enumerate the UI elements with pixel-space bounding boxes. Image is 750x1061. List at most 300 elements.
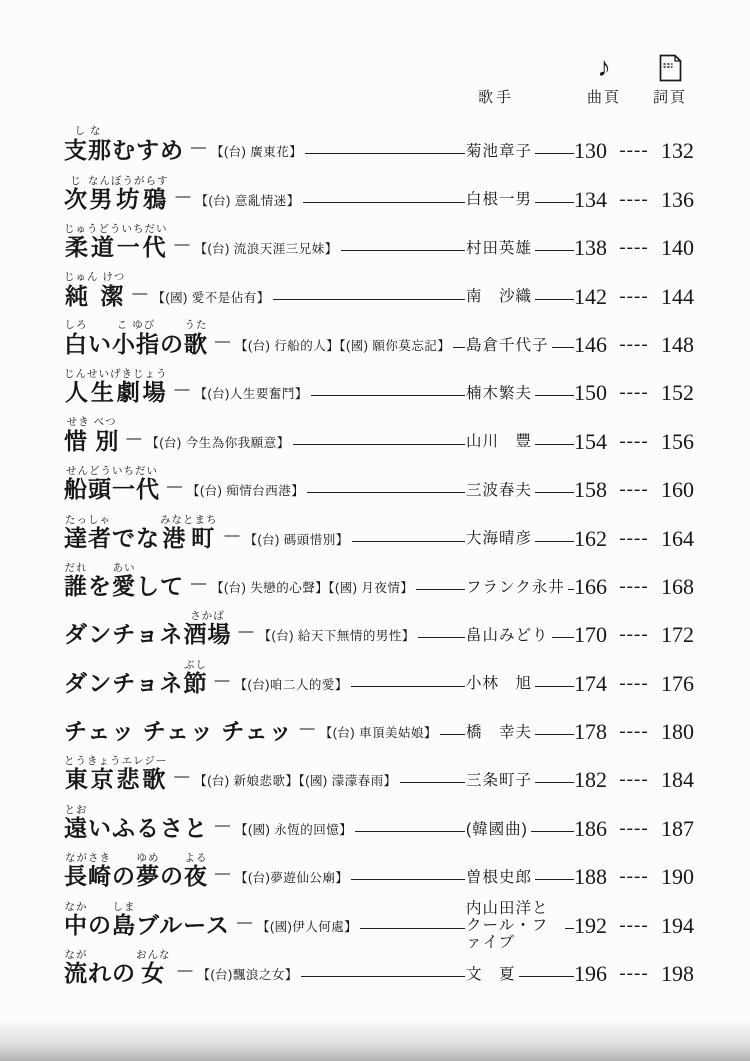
furigana: し な xyxy=(64,125,112,138)
leader-line xyxy=(440,734,465,735)
song-title-text: むすめ xyxy=(112,137,184,164)
song-title-text: の xyxy=(160,863,184,890)
singer-name: 内山田洋とクール・ファイブ xyxy=(466,899,549,952)
toc-entry xyxy=(64,162,694,210)
title-dash: — xyxy=(215,816,230,834)
song-title-segment xyxy=(64,513,112,551)
song-title xyxy=(64,852,208,888)
toc-entry xyxy=(64,550,694,598)
leader-line xyxy=(519,976,574,977)
leader-line xyxy=(341,250,465,251)
song-title-segment xyxy=(64,900,88,938)
music-page-number: 178 xyxy=(574,719,607,745)
toc-entry xyxy=(64,356,694,404)
song-title-text: を xyxy=(88,572,112,599)
title-dash: — xyxy=(175,187,191,205)
furigana: あい xyxy=(112,561,136,574)
song-title-text: 誰 xyxy=(64,572,88,599)
song-title-text: 次 xyxy=(64,185,88,212)
page-numbers xyxy=(574,721,694,743)
song-title-segment xyxy=(88,960,136,986)
page-separator: ---- xyxy=(619,721,649,743)
song-title-segment xyxy=(88,815,208,841)
song-title-segment xyxy=(136,949,171,987)
song-title-segment xyxy=(64,125,112,164)
song-title xyxy=(64,720,293,743)
song-title-segment xyxy=(160,331,184,357)
leader-line xyxy=(293,444,465,445)
music-page-number: 138 xyxy=(574,235,607,261)
lyrics-page-number: 152 xyxy=(661,380,694,406)
song-title xyxy=(64,949,171,985)
leader-line xyxy=(453,347,465,348)
page-separator: ---- xyxy=(619,672,649,694)
title-dash: — xyxy=(167,478,182,496)
song-title xyxy=(64,514,218,550)
song-title-segment xyxy=(64,465,160,503)
song-title-segment xyxy=(112,137,184,163)
page-numbers xyxy=(574,912,694,938)
singer-name: 菊池章子 xyxy=(466,143,533,161)
leader-line xyxy=(355,831,465,832)
music-page-number: 154 xyxy=(574,428,607,454)
song-title-segment xyxy=(112,318,160,357)
furigana: とお xyxy=(64,803,88,816)
singer-name: 楠木繁夫 xyxy=(466,384,533,402)
page-separator: ---- xyxy=(619,479,649,501)
singer-cell xyxy=(466,724,574,743)
lyrics-page-number: 190 xyxy=(661,864,694,890)
leader-line xyxy=(535,250,574,251)
leader-line xyxy=(416,589,465,590)
lyrics-page-number: 164 xyxy=(661,525,694,551)
singer-cell xyxy=(466,288,574,307)
song-title-text: 達者 xyxy=(64,524,112,551)
song-title-segment xyxy=(184,318,208,357)
song-title-text: ダンチョネ xyxy=(64,669,184,696)
page-numbers xyxy=(574,769,694,791)
title-dash: — xyxy=(215,332,230,350)
song-title-text: 人生劇場 xyxy=(64,379,168,406)
toc-entry xyxy=(64,646,694,694)
alt-title: 【(台) 新娘悲歌】【(國) 濛濛春雨】 xyxy=(194,774,397,789)
singer-cell xyxy=(466,869,574,888)
page-numbers xyxy=(574,573,694,599)
song-title-segment xyxy=(160,863,184,889)
singer-name: 文 夏 xyxy=(466,965,516,983)
singer-cell xyxy=(466,530,574,549)
song-title-segment xyxy=(64,670,184,696)
leader-line xyxy=(565,928,574,929)
song-title-text: 遠 xyxy=(64,814,88,841)
page-numbers xyxy=(574,866,694,888)
page-separator: ---- xyxy=(619,769,649,791)
song-title-text: ブルース xyxy=(136,911,230,938)
song-title-text: 女 xyxy=(136,960,171,987)
song-title-text: 夢 xyxy=(136,863,160,890)
singer-name: 大海晴彦 xyxy=(466,530,533,548)
furigana: なが xyxy=(64,949,88,962)
page-separator: ---- xyxy=(619,575,649,597)
furigana: うた xyxy=(184,318,208,331)
furigana: おんな xyxy=(136,949,171,962)
page-numbers xyxy=(574,140,694,162)
singer-name: 橋 幸夫 xyxy=(466,723,533,741)
lyrics-page-number: 187 xyxy=(661,815,694,841)
song-title xyxy=(64,175,169,211)
title-dash: — xyxy=(126,429,142,447)
song-title-segment xyxy=(183,610,232,648)
furigana: しま xyxy=(112,900,136,913)
toc-entry xyxy=(64,840,694,888)
song-title-text: 白 xyxy=(64,330,88,357)
song-title xyxy=(64,416,119,453)
page-separator: ---- xyxy=(619,382,649,404)
page-separator: ---- xyxy=(619,140,649,162)
song-title xyxy=(64,804,208,840)
title-dash: — xyxy=(299,720,315,738)
song-title-segment xyxy=(64,270,126,309)
document-icon xyxy=(659,54,682,82)
title-dash: — xyxy=(191,139,206,157)
page-numbers xyxy=(574,479,694,501)
page-separator: ---- xyxy=(619,527,649,549)
music-page-number: 186 xyxy=(574,815,607,841)
alt-title: 【(台) 流浪天涯三兄妹】 xyxy=(194,242,338,257)
song-title-text: 東京悲歌 xyxy=(64,766,168,793)
page-numbers xyxy=(574,624,694,646)
song-title xyxy=(64,125,184,162)
singer-name: フランク永井 xyxy=(466,578,565,596)
lyrics-page-number: 172 xyxy=(661,622,694,648)
song-title-segment xyxy=(112,525,160,551)
song-title-text: 男坊鴉 xyxy=(88,185,169,212)
song-title-text: 島 xyxy=(112,911,136,938)
lyrics-page-number: 132 xyxy=(661,138,694,164)
song-title-text: 歌 xyxy=(184,330,208,357)
singer-cell xyxy=(466,821,574,840)
singer-cell xyxy=(466,433,574,452)
song-title-segment xyxy=(183,658,208,696)
song-title-text: 節 xyxy=(183,669,208,696)
title-dash: — xyxy=(132,284,148,302)
song-title xyxy=(64,659,208,695)
title-dash: — xyxy=(236,913,252,931)
furigana: じゅん けつ xyxy=(64,270,126,283)
leader-line xyxy=(311,395,465,396)
song-title-text: チェッ チェッ チェッ xyxy=(64,718,293,745)
music-page-number: 162 xyxy=(574,525,607,551)
leader-line xyxy=(535,734,574,735)
song-title-text: 支那 xyxy=(64,137,112,164)
music-page-number: 174 xyxy=(574,670,607,696)
singer-name: 曽根史郎 xyxy=(466,868,533,886)
furigana: よる xyxy=(184,852,208,865)
song-title-text: 惜 別 xyxy=(64,427,120,454)
music-page-number: 170 xyxy=(574,622,607,648)
song-title-text: 長崎 xyxy=(64,863,112,890)
music-page-number: 192 xyxy=(574,912,607,938)
leader-line xyxy=(535,153,574,154)
song-title-text: い xyxy=(88,330,112,357)
toc-entry xyxy=(64,404,694,452)
furigana: みなとまち xyxy=(160,513,218,526)
title-dash: — xyxy=(214,671,230,689)
song-title-text: 港町 xyxy=(160,524,218,551)
lyrics-page-number: 198 xyxy=(661,961,694,987)
music-page-number: 146 xyxy=(574,331,607,357)
title-dash: — xyxy=(174,768,190,786)
leader-line xyxy=(535,202,574,203)
lyrics-page-number: 180 xyxy=(661,719,694,745)
singer-cell xyxy=(466,337,574,356)
leader-line xyxy=(351,879,465,880)
leader-line xyxy=(531,831,574,832)
lyrics-page-column-label: 詞頁 xyxy=(652,89,687,106)
furigana: たっしゃ xyxy=(64,513,112,526)
toc-entry xyxy=(64,743,694,791)
song-title-segment xyxy=(112,863,136,889)
singer-name: (韓國曲) xyxy=(466,820,528,838)
leader-line xyxy=(351,686,465,687)
singer-name: 小林 旭 xyxy=(466,675,533,693)
toc-entry xyxy=(64,695,694,743)
furigana: こ ゆび xyxy=(112,318,160,331)
alt-title: 【(台) 意亂情迷】 xyxy=(195,193,300,208)
song-title-text: 純 潔 xyxy=(64,282,126,309)
leader-line xyxy=(535,299,574,300)
alt-title: 【(台) 痴情台西港】 xyxy=(187,484,305,499)
page-numbers xyxy=(574,670,694,696)
song-title-text: 流 xyxy=(64,960,88,987)
song-title-text: の xyxy=(112,863,136,890)
page-numbers xyxy=(574,815,694,841)
furigana: じゅうどういちだい xyxy=(64,223,168,236)
song-title-segment xyxy=(136,852,160,890)
alt-title: 【(台) 給天下無情的男性】 xyxy=(258,629,415,644)
leader-line xyxy=(535,782,574,783)
page-numbers xyxy=(574,331,694,357)
singer-name: 村田英雄 xyxy=(466,239,533,257)
song-title-segment xyxy=(136,912,230,938)
leader-line xyxy=(535,686,574,687)
song-title-text: の xyxy=(160,330,184,357)
song-title xyxy=(64,755,167,791)
singer-cell xyxy=(466,675,574,694)
song-title-text: 中 xyxy=(64,911,88,938)
title-dash: — xyxy=(177,962,193,980)
furigana: ゆめ xyxy=(136,852,160,865)
singer-cell xyxy=(466,772,574,791)
page-numbers xyxy=(574,428,694,454)
singer-cell xyxy=(466,191,574,210)
song-title-segment xyxy=(160,513,218,551)
song-title-segment xyxy=(64,415,120,454)
leader-line xyxy=(303,202,465,203)
music-page-number: 158 xyxy=(574,477,607,503)
singer-name: 畠山みどり xyxy=(466,626,549,644)
page-numbers xyxy=(574,963,694,985)
leader-line xyxy=(535,395,574,396)
singer-name: 三波春夫 xyxy=(466,481,533,499)
page-numbers xyxy=(574,283,694,309)
lyrics-page-number: 144 xyxy=(661,283,694,309)
music-page-number: 196 xyxy=(574,961,607,987)
page-separator: ---- xyxy=(619,963,649,985)
singer-column-label: 歌手 xyxy=(478,89,515,106)
leader-line xyxy=(301,976,465,977)
page-separator: ---- xyxy=(619,817,649,839)
furigana: じ xyxy=(64,174,88,187)
song-title xyxy=(64,610,232,646)
alt-title: 【(國) 永恆的回憶】 xyxy=(235,822,353,837)
toc-entry xyxy=(64,114,694,162)
song-title-segment xyxy=(64,561,88,599)
song-title-text: 柔道一代 xyxy=(64,234,168,261)
leader-line xyxy=(360,928,465,929)
furigana: だれ xyxy=(64,561,88,574)
furigana: じんせいげきじょう xyxy=(64,368,168,381)
singer-name: 島倉千代子 xyxy=(466,336,549,354)
alt-title: 【(台) 失戀的心聲】【(國) 月夜情】 xyxy=(211,580,414,595)
page-numbers xyxy=(574,186,694,212)
singer-cell xyxy=(466,143,574,162)
page-numbers xyxy=(574,237,694,259)
singer-name: 白根一男 xyxy=(466,191,533,209)
song-title xyxy=(64,271,125,308)
furigana: ながさき xyxy=(64,852,112,865)
song-title-segment xyxy=(64,223,168,261)
singer-cell xyxy=(466,482,574,501)
music-page-number: 134 xyxy=(574,186,607,212)
alt-title: 【(台)夢遊仙公廟】 xyxy=(235,871,349,886)
lyrics-page-number: 176 xyxy=(661,670,694,696)
leader-line xyxy=(535,541,574,542)
lyrics-page-number: 194 xyxy=(661,912,694,938)
song-title-text: 船頭一代 xyxy=(64,476,160,503)
page-separator: ---- xyxy=(619,866,649,888)
singer-cell xyxy=(466,579,574,598)
leader-line xyxy=(535,879,574,880)
song-title-segment xyxy=(136,573,184,599)
song-title xyxy=(64,368,168,404)
leader-line xyxy=(418,637,465,638)
song-title-segment xyxy=(64,718,293,744)
lyrics-page-number: 160 xyxy=(661,477,694,503)
alt-title: 【(國) 愛不是佔有】 xyxy=(152,290,270,305)
lyrics-page-number: 156 xyxy=(661,428,694,454)
toc-entry xyxy=(64,937,694,985)
leader-line xyxy=(307,492,465,493)
toc-entry xyxy=(64,259,694,307)
song-title xyxy=(64,465,160,501)
alt-title: 【(台) 今生為你我願意】 xyxy=(146,435,290,450)
page-numbers xyxy=(574,525,694,551)
song-title xyxy=(64,319,208,356)
lyrics-page-column-header xyxy=(645,52,695,107)
title-dash: — xyxy=(174,381,190,399)
song-title-segment xyxy=(64,318,88,357)
page-separator: ---- xyxy=(619,188,649,210)
song-title-text: 小指 xyxy=(112,330,160,357)
lyrics-page-number: 148 xyxy=(661,331,694,357)
page-separator: ---- xyxy=(619,333,649,355)
song-title-text: 夜 xyxy=(184,863,208,890)
song-title-text: 酒場 xyxy=(183,621,232,648)
toc-entry xyxy=(64,211,694,259)
song-title-segment xyxy=(184,852,208,890)
music-page-column-label: 曲頁 xyxy=(586,89,621,106)
leader-line xyxy=(535,444,574,445)
song-title-segment xyxy=(88,912,112,938)
music-note-icon: ♪ xyxy=(597,52,611,82)
singer-name: 三条町子 xyxy=(466,772,533,790)
song-title-segment xyxy=(112,900,136,938)
song-title-segment xyxy=(88,174,169,212)
song-title-segment xyxy=(64,949,88,987)
table-header xyxy=(64,0,694,114)
leader-line xyxy=(305,153,465,154)
music-page-number: 166 xyxy=(574,573,607,599)
music-page-column-header xyxy=(579,52,629,107)
music-page-number: 130 xyxy=(574,138,607,164)
furigana: なか xyxy=(64,900,88,913)
alt-title: 【(台) 行船的人】【(國) 願你莫忘記】 xyxy=(235,338,451,353)
alt-title: 【(國)伊人何處】 xyxy=(256,919,358,934)
title-dash: — xyxy=(224,526,240,544)
leader-line xyxy=(552,637,574,638)
toc-entry xyxy=(64,501,694,549)
title-dash: — xyxy=(174,236,190,254)
song-title-segment xyxy=(64,852,112,890)
music-page-number: 188 xyxy=(574,864,607,890)
page-separator: ---- xyxy=(619,914,649,936)
toc-content xyxy=(64,0,694,985)
song-title-segment xyxy=(64,368,168,406)
song-title-segment xyxy=(64,174,88,212)
singer-cell xyxy=(466,899,574,952)
song-title-segment xyxy=(88,331,112,357)
music-page-number: 150 xyxy=(574,380,607,406)
toc-entry xyxy=(64,888,694,952)
lyrics-page-number: 184 xyxy=(661,767,694,793)
toc-entry xyxy=(64,453,694,501)
alt-title: 【(台)咱二人的愛】 xyxy=(234,677,348,692)
song-title-segment xyxy=(64,803,88,841)
music-page-number: 142 xyxy=(574,283,607,309)
page-separator: ---- xyxy=(619,624,649,646)
page-separator: ---- xyxy=(619,237,649,259)
leader-line xyxy=(552,347,574,348)
song-title-text: ダンチョネ xyxy=(64,621,184,648)
furigana: とうきょうエレジー xyxy=(64,755,168,768)
alt-title: 【(台) 廣東花】 xyxy=(211,145,303,160)
singer-cell xyxy=(466,240,574,259)
page-separator: ---- xyxy=(619,430,649,452)
song-title-text: でな xyxy=(112,524,160,551)
toc-entry xyxy=(64,308,694,356)
lyrics-page-number: 140 xyxy=(661,235,694,261)
furigana: しろ xyxy=(64,318,88,331)
song-title-segment xyxy=(64,755,168,793)
lyrics-page-number: 168 xyxy=(661,573,694,599)
singer-cell xyxy=(466,966,574,985)
song-title-text: 愛 xyxy=(112,572,136,599)
singer-cell xyxy=(466,627,574,646)
furigana: なんぼうがらす xyxy=(88,174,169,187)
leader-line xyxy=(352,541,465,542)
singer-cell xyxy=(466,385,574,404)
